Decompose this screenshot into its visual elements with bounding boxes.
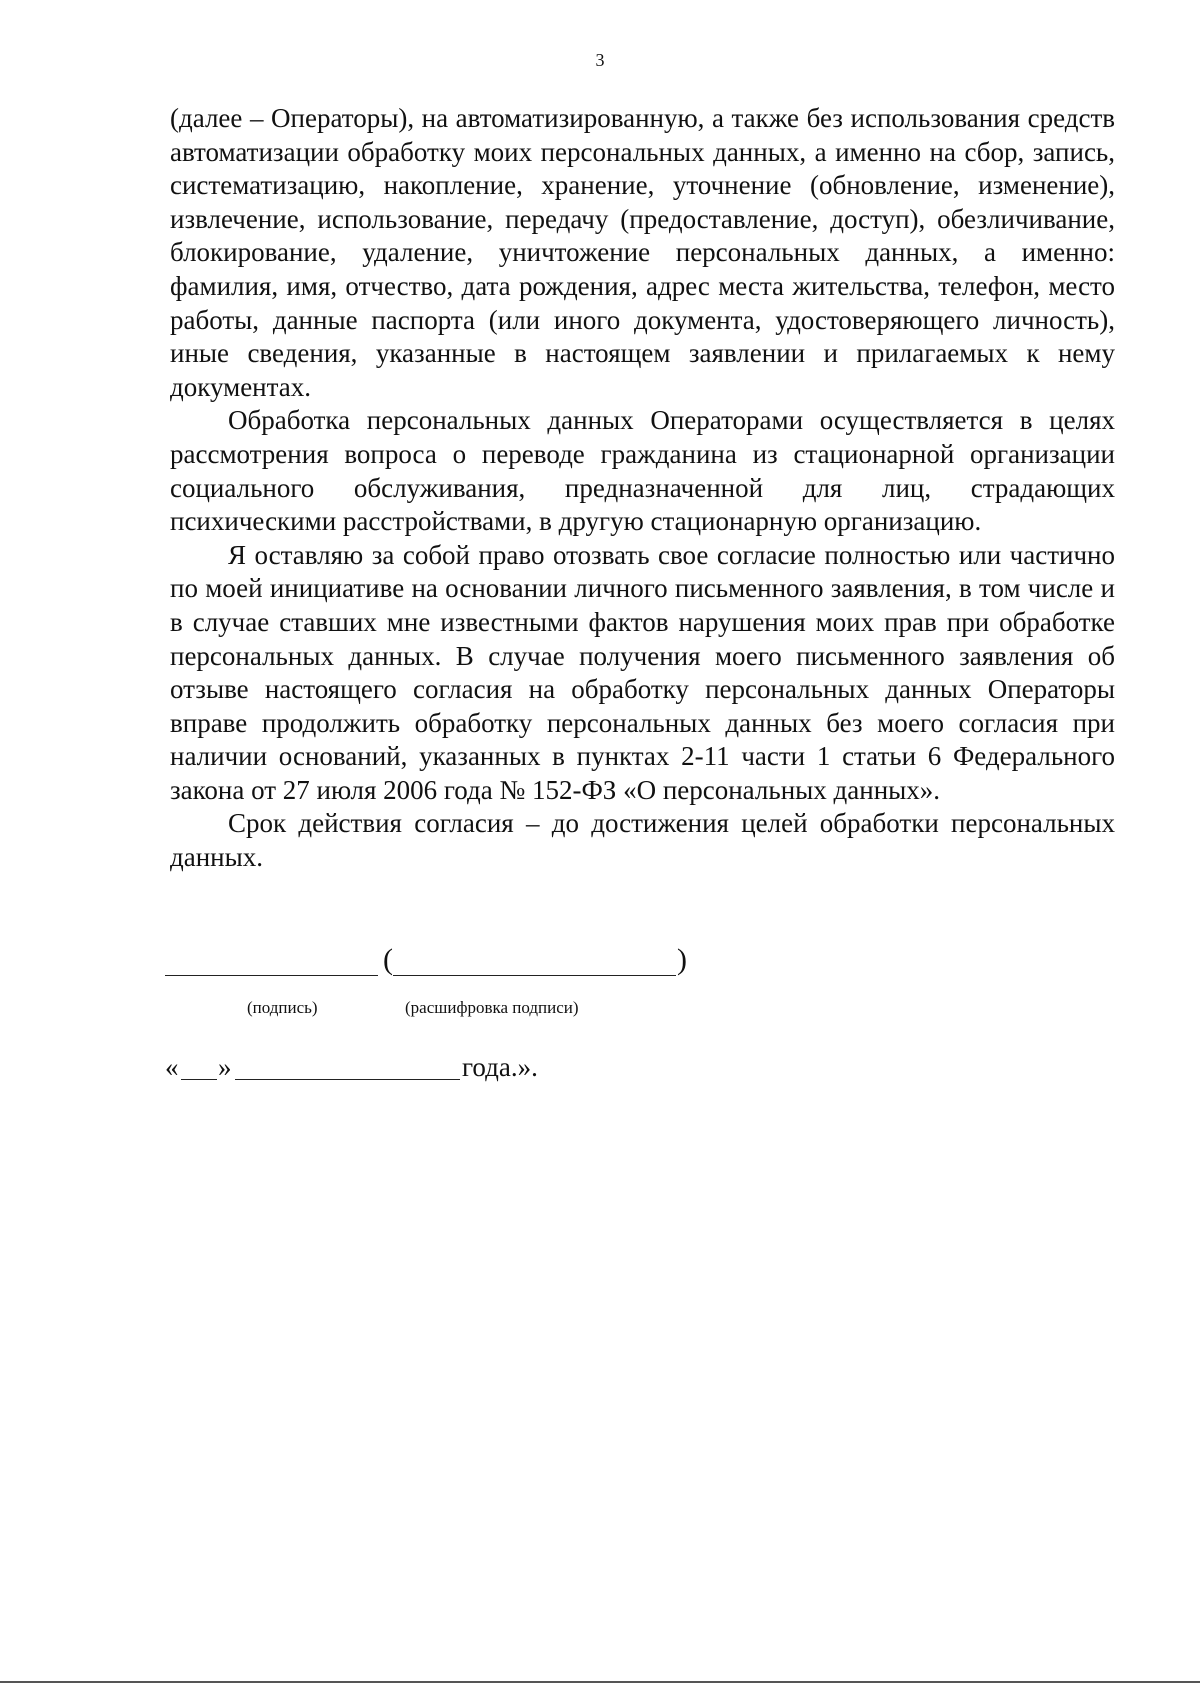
decode-open-paren: ( — [383, 943, 393, 976]
signature-block — [165, 943, 765, 1020]
paragraph-consent-withdrawal: Я оставляю за собой право отозвать свое согласие полностью или частично по моей инициативе на основании личного письменного заявления, в том числе и в случае ставших мне известными фактов нарушения моих прав при обработке персональных данных. В случае получения моего письменного заявления об отзыве настоящего согласия на обработку персональных данных Операторы вправе продолжить обработку персональных данных без моего согласия при наличии оснований, указанных в пунктах 2-11 части 1 статьи 6 Федерального закона от 27 июля 2006 года № 152-ФЗ «О персональных данных». — [170, 539, 1115, 805]
date-day-blank — [181, 1079, 217, 1080]
page-number: 3 — [595, 50, 605, 70]
paragraph-processing-purpose: Обработка персональных данных Операторами осуществляется в целях рассмотрения вопроса о переводе гражданина из стационарной организации социального обслуживания, предназначенной для лиц, страдающих психическими расстройствами, в другую стационарную организацию. — [170, 405, 1115, 537]
date-suffix: года.». — [462, 1052, 538, 1082]
signature-decode-caption: (расшифровка подписи) — [405, 998, 579, 1017]
paragraph-consent-term: Срок действия согласия – до достижения целей обработки персональных данных. — [170, 808, 1115, 873]
document-body — [170, 102, 1115, 875]
date-close-quote: » — [218, 1052, 232, 1082]
signature-caption: (подпись) — [247, 998, 318, 1017]
date-line — [165, 1052, 665, 1092]
paragraph-operators-consent: (далее – Операторы), на автоматизированную, а также без использования средств автоматизации обработку моих персональных данных, а именно на сбор, запись, систематизацию, накопление, хранение, уточнение (обновление, изменение), извлечение, использование, передачу (предоставление, доступ), обезличивание, блокирование, удаление, уничтожение персональных данных, а именно: фамилия, имя, отчество, дата рождения, адрес места жительства, телефон, место работы, данные паспорта (или иного документа, удостоверяющего личность), иные сведения, указанные в настоящем заявлении и прилагаемых к нему документах. — [170, 103, 1115, 402]
decode-close-paren: ) — [677, 943, 687, 976]
date-open-quote: « — [165, 1052, 179, 1082]
date-month-year-blank — [235, 1079, 460, 1080]
signature-decode-line — [393, 975, 676, 976]
scan-bottom-edge — [0, 1681, 1200, 1683]
signature-line — [165, 975, 378, 976]
